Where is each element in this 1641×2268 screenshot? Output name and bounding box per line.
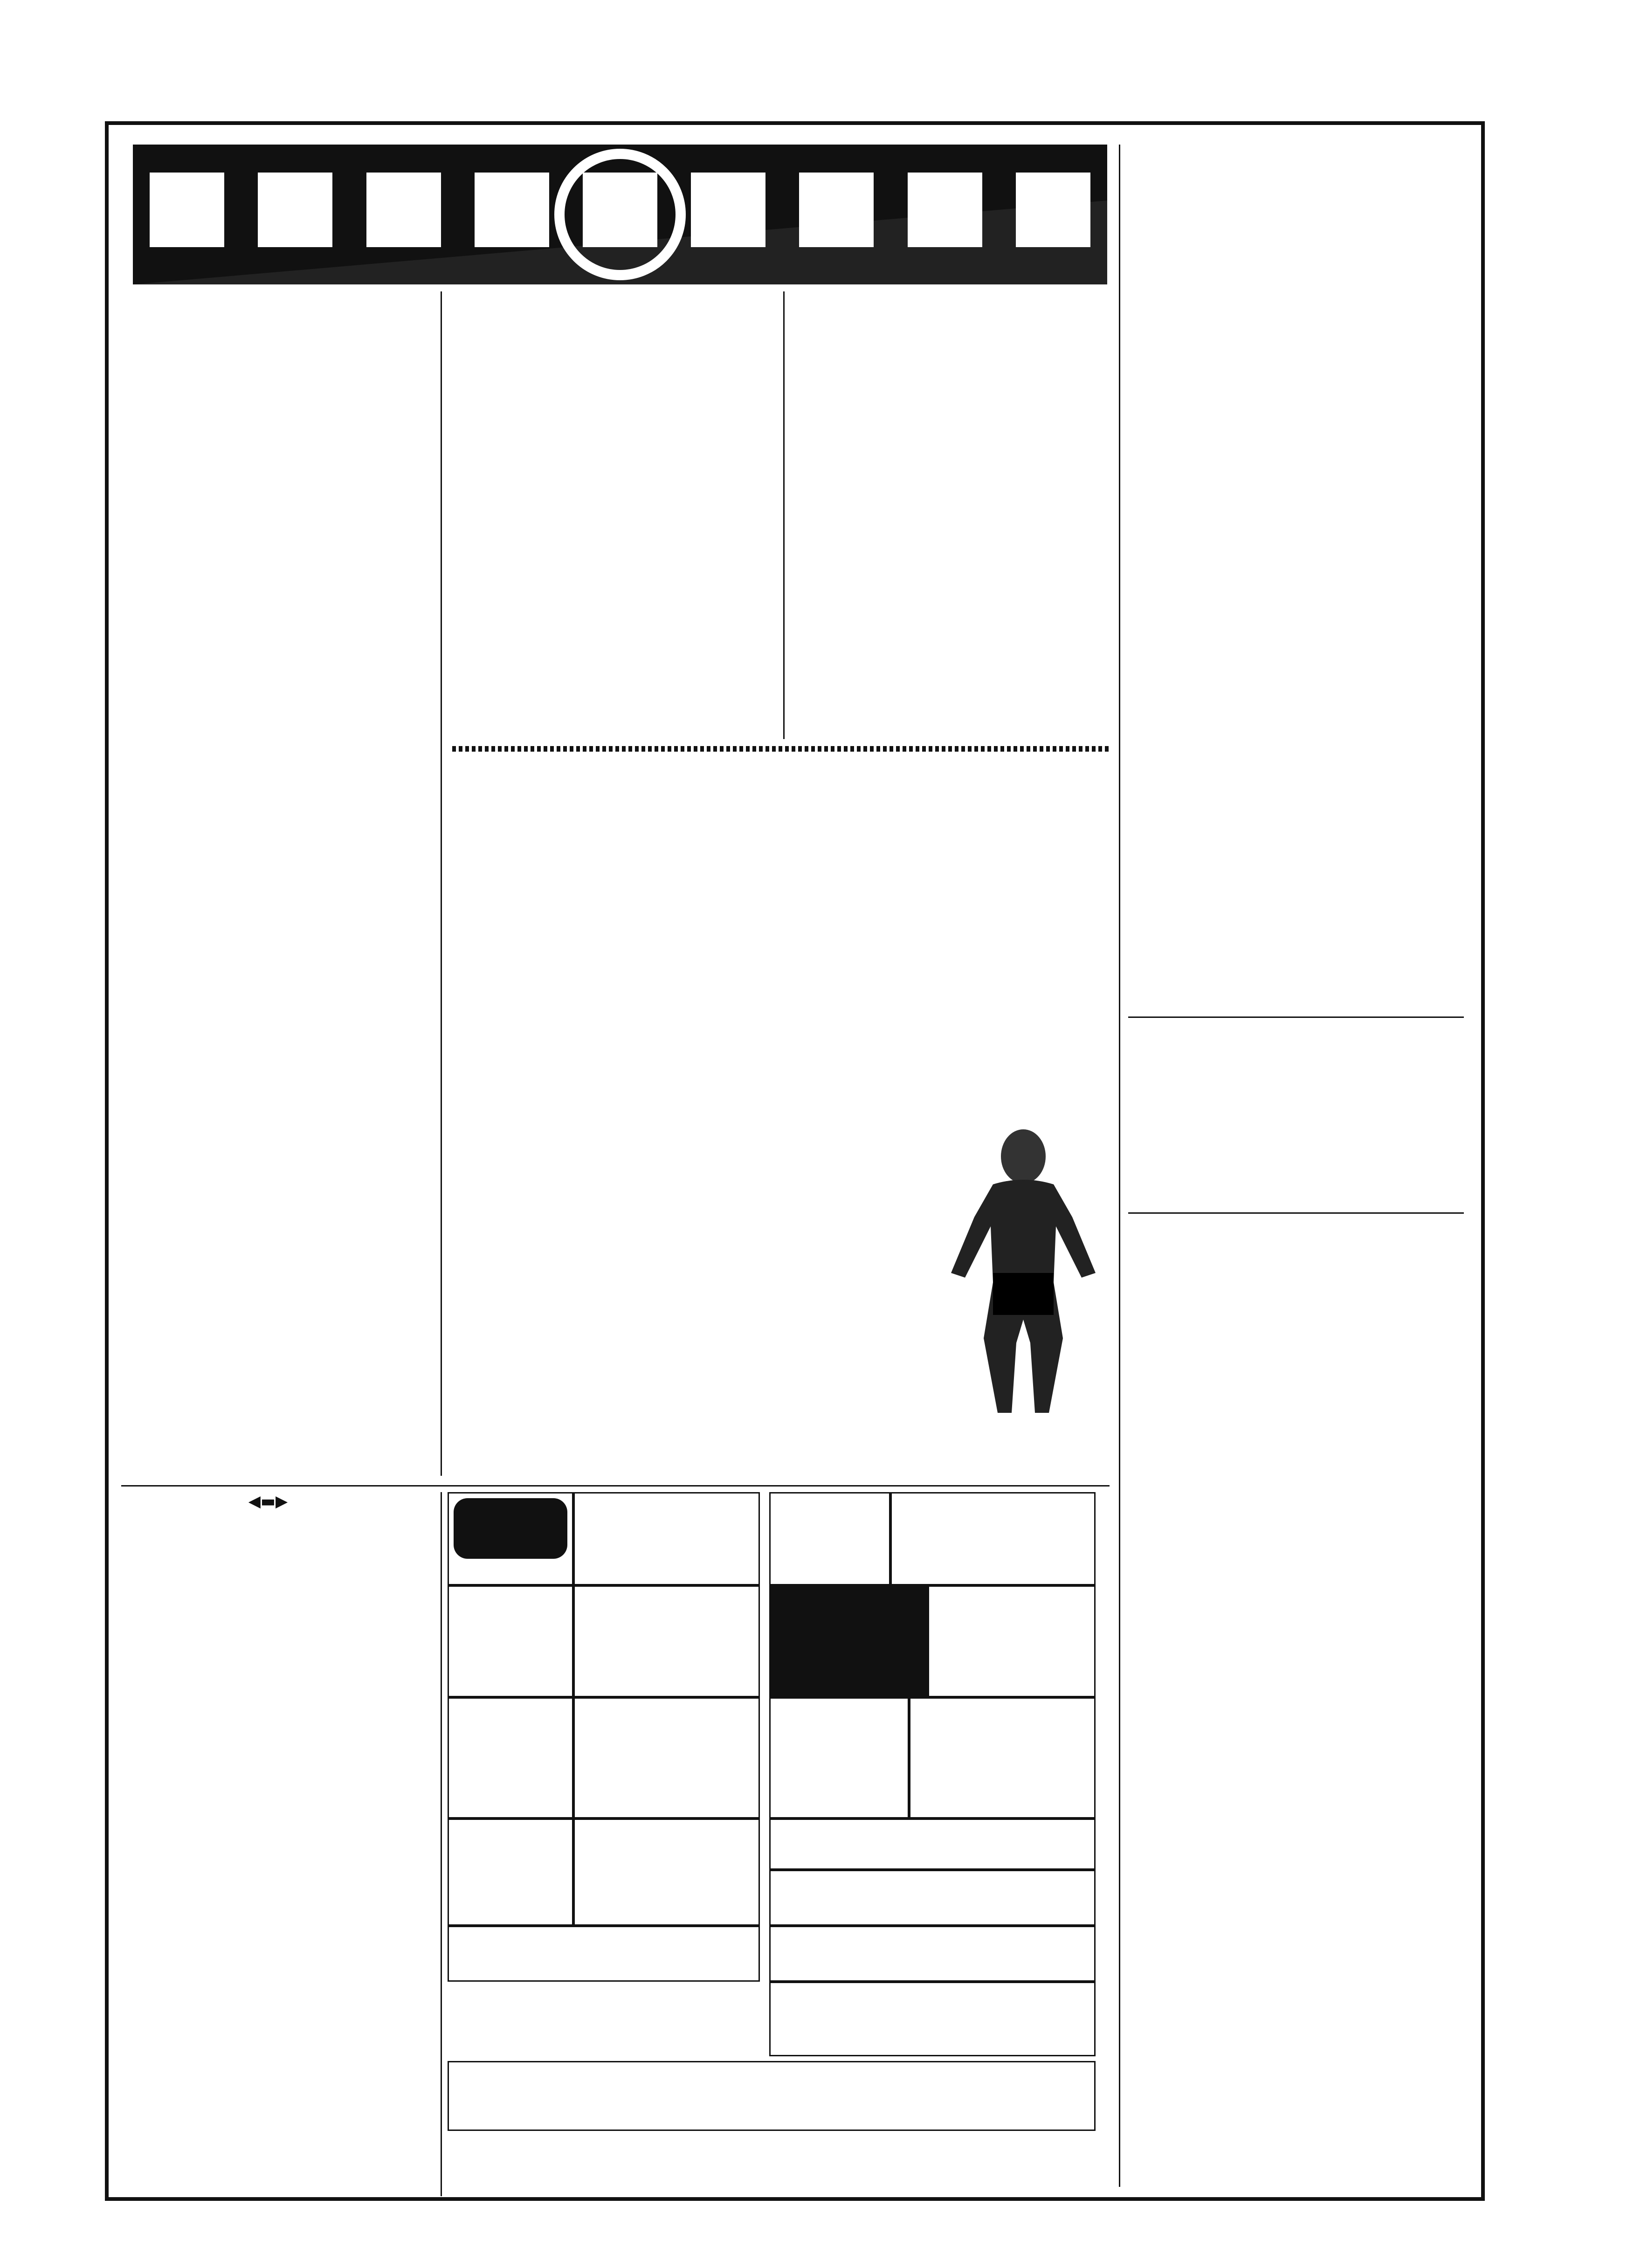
terrasse-ad bbox=[769, 1926, 1096, 1982]
banner-letter bbox=[691, 173, 765, 247]
festas-article bbox=[1128, 1749, 1464, 1755]
eden-ad bbox=[448, 1585, 573, 1697]
alma-selvagem-ad bbox=[909, 1697, 1096, 1819]
terraco-ad bbox=[769, 1819, 1096, 1870]
column-sports-3 bbox=[790, 291, 1112, 298]
terraco-name bbox=[771, 1820, 774, 1850]
arrow-icon: ◀▬▶ bbox=[248, 1492, 288, 1511]
masthead bbox=[0, 0, 1641, 117]
casino-estoril-ad bbox=[769, 1982, 1096, 2056]
seco-body bbox=[1128, 1082, 1464, 1084]
banner-letter bbox=[1016, 173, 1090, 247]
pavilhao-ad bbox=[448, 2061, 1096, 2131]
fantasia-dourada-ad bbox=[573, 1819, 760, 1926]
banner-letters bbox=[133, 173, 1107, 247]
banner-letter bbox=[150, 173, 224, 247]
divider bbox=[1128, 1212, 1464, 1214]
desportos-banner bbox=[133, 145, 1107, 284]
banner-letter bbox=[908, 173, 982, 247]
crossword-grid bbox=[1147, 242, 1464, 541]
tauromaquia-article bbox=[1128, 1217, 1464, 1221]
crossword-clues bbox=[1128, 550, 1464, 554]
lis-maldita-ad bbox=[448, 1926, 760, 1982]
vale-tudo-body bbox=[452, 1114, 928, 1116]
crossword-cells bbox=[1175, 268, 1445, 539]
banner-letter bbox=[366, 173, 441, 247]
odeon-palacio-ad bbox=[448, 1819, 573, 1926]
wrestler-photo bbox=[937, 1124, 1110, 1422]
divider bbox=[1128, 1016, 1464, 1018]
capitolio-ad bbox=[769, 1697, 909, 1819]
column-divider bbox=[441, 291, 442, 1476]
column-divider bbox=[441, 1492, 442, 2196]
banner-letter bbox=[258, 173, 332, 247]
tivoli-ad bbox=[769, 1492, 890, 1585]
cinema-listings bbox=[448, 1492, 1114, 2192]
recordacoes-ad bbox=[573, 1585, 760, 1697]
leiam-fixe-ad bbox=[145, 1986, 406, 2122]
costa-rica-location bbox=[107, 1492, 429, 1511]
sol-e-toiros-ad bbox=[573, 1697, 760, 1819]
banner-letter bbox=[475, 173, 549, 247]
banner-letter bbox=[799, 173, 874, 247]
column-sports-1 bbox=[121, 291, 429, 298]
politeama-ad bbox=[769, 1585, 928, 1697]
column-sports-2 bbox=[452, 291, 776, 298]
pneus-ad bbox=[1128, 1902, 1464, 1906]
costa-rica-bar-ad bbox=[107, 1492, 429, 1982]
brutalidade-ad bbox=[928, 1585, 1096, 1697]
column-divider bbox=[783, 291, 785, 739]
sao-luiz-ad bbox=[448, 1492, 573, 1585]
sem-licenca-ad bbox=[573, 1492, 760, 1585]
rex-ad bbox=[769, 1870, 1096, 1926]
banner-letter bbox=[583, 173, 657, 247]
tia-milionaria-ad bbox=[890, 1492, 1096, 1585]
sao-luiz-logo bbox=[454, 1498, 567, 1559]
vida-artistica-article bbox=[1128, 1511, 1464, 1514]
decorative-rule bbox=[452, 746, 1110, 752]
divider bbox=[121, 1485, 1110, 1487]
vale-tudo-body-top bbox=[452, 1058, 1110, 1060]
column-divider bbox=[1119, 145, 1120, 2187]
condes-ad bbox=[448, 1697, 573, 1819]
